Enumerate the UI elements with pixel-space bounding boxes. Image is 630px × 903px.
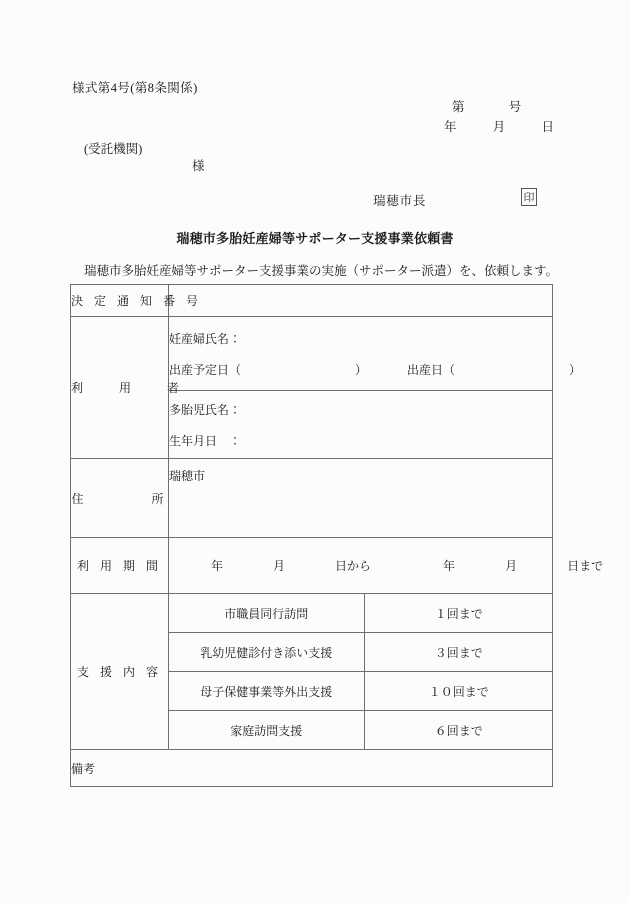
table-row-period: [71, 538, 553, 594]
document-number-label: 第: [452, 100, 465, 114]
issuer-name: 瑞穂市長: [373, 194, 427, 208]
period-day-from: 日から: [335, 559, 372, 573]
support-items-table: [169, 594, 553, 749]
children-name-label: 多胎児氏名：: [169, 402, 242, 417]
period-fields[interactable]: [169, 538, 604, 594]
support-item-name: 市職員同行訪問: [224, 606, 309, 621]
period-line: [169, 557, 604, 574]
table-row-support: [71, 594, 553, 750]
children-name-field[interactable]: [169, 401, 552, 418]
birth-date-label: 出産日（: [407, 362, 456, 377]
date-year-label: 年: [444, 120, 457, 134]
period-month-to: 月: [505, 559, 518, 573]
support-item-count: １０回まで: [364, 672, 553, 711]
due-date-close: ）: [355, 362, 368, 377]
lead-paragraph: 瑞穂市多胎妊産婦等サポーター支援事業の実施（サポーター派遣）を、依頼します。: [84, 264, 559, 278]
user-children-fields: [169, 391, 553, 459]
children-birthdate-field[interactable]: [169, 432, 552, 449]
document-number-unit: 号: [508, 100, 522, 114]
remarks-cell[interactable]: [71, 750, 553, 787]
address-value[interactable]: 瑞穂市: [169, 459, 553, 538]
table-row-remarks: [71, 750, 553, 787]
user-label: 利 用 者: [71, 317, 169, 459]
request-form-table: [70, 284, 604, 787]
support-row: [169, 711, 553, 750]
address-label: 住 所: [71, 459, 169, 538]
recipient-organization: (受託機関): [84, 142, 143, 156]
support-item-count: ３回まで: [364, 633, 553, 672]
period-month-from: 月: [273, 559, 286, 573]
period-year-to: 年: [443, 559, 456, 573]
document-number-line: [452, 97, 521, 115]
support-row: [169, 633, 553, 672]
support-item-name: 母子保健事業等外出支援: [169, 672, 364, 711]
table-row-decision-number: [71, 285, 553, 317]
seal-stamp-box: 印: [521, 188, 537, 206]
remarks-label: 備考: [71, 761, 96, 776]
form-code: 様式第4号(第8条関係): [72, 81, 198, 95]
mother-name-label: 妊産婦氏名：: [169, 331, 242, 346]
date-month-label: 月: [492, 120, 506, 134]
support-item-count: １回まで: [364, 594, 553, 633]
document-title: 瑞穂市多胎妊産婦等サポーター支援事業依頼書: [176, 231, 454, 246]
support-content-cell: [169, 594, 553, 750]
user-mother-fields: [169, 317, 582, 391]
children-birthdate-label: 生年月日 ：: [169, 433, 242, 448]
support-row: [169, 594, 553, 633]
period-year-from: 年: [211, 559, 224, 573]
decision-number-value[interactable]: [169, 285, 553, 317]
support-item-name: 家庭訪問支援: [169, 711, 364, 750]
document-date-line: [444, 117, 554, 135]
date-day-label: 日: [541, 120, 555, 134]
mother-name-field[interactable]: [169, 330, 552, 347]
support-label: 支 援 内 容: [71, 594, 169, 750]
recipient-honorific: 様: [192, 159, 205, 173]
table-row-address: [71, 459, 553, 538]
birth-date-close: ）: [569, 362, 582, 377]
support-item-count: ６回まで: [364, 711, 553, 750]
period-label: 利 用 期 間: [71, 538, 169, 594]
decision-number-label: 決 定 通 知 番 号: [71, 285, 169, 317]
support-row: [169, 672, 553, 711]
birth-dates-field[interactable]: [169, 361, 582, 378]
due-date-label: 出産予定日（: [169, 362, 242, 377]
table-row-user-mother: [71, 317, 553, 391]
period-day-to: 日まで: [567, 559, 604, 573]
support-item-name: 乳幼児健診付き添い支援: [169, 633, 364, 672]
